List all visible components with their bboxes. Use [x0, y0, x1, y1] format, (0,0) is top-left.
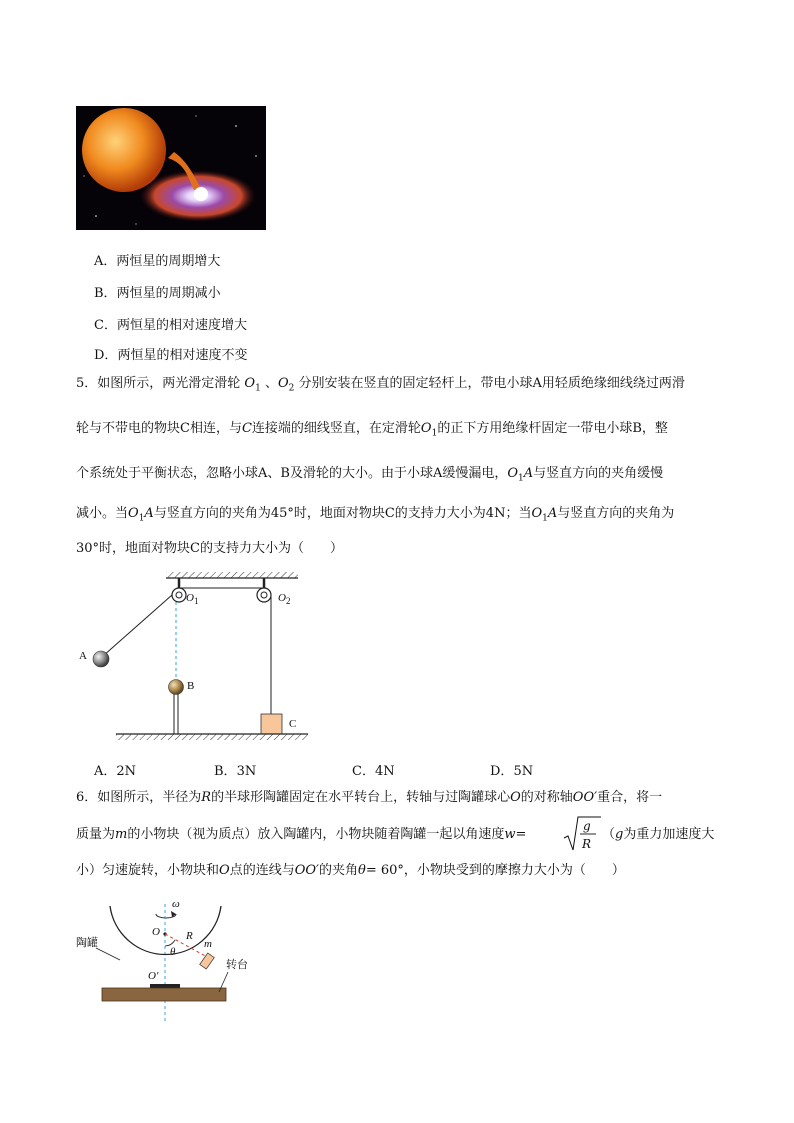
option-a: A．两恒星的周期增大 — [94, 254, 221, 269]
q5-line-3: 个系统处于平衡状态，忽略小球A、B及滑轮的大小。由于小球A缓慢漏电，$O_1A$与竖直方向的夹角缓慢 — [76, 466, 664, 484]
q6-line-1: 6．如图所示，半径为R的半球形陶罐固定在水平转台上，转轴与过陶罐球心O的对称轴OO′重合，将一 — [76, 790, 663, 805]
binary-star-image — [76, 106, 266, 230]
q5-line-4: 减小。当$O_1A$与竖直方向的夹角为45°时，地面对物块C的支持力大小为4N；当$O_1A$与竖直方向的夹角为 — [76, 506, 675, 524]
formula-g: g — [583, 819, 591, 833]
label-jar: 陶罐 — [76, 937, 98, 949]
pulley-diagram — [76, 570, 316, 746]
q5-line-2: 轮与不带电的物块C相连，与C连接端的细线竖直，在定滑轮$O_1$的正下方用绝缘杆固定一带电小球B，整 — [76, 421, 668, 439]
label-a: A — [79, 650, 87, 662]
label-theta: θ — [170, 946, 176, 958]
formula-r: R — [582, 837, 592, 851]
option-c: C．两恒星的相对速度增大 — [94, 318, 247, 333]
label-c: C — [289, 718, 297, 730]
q6-line-3: 小）匀速旋转，小物块和O点的连线与OO′的夹角θ= 60°，小物块受到的摩擦力大小为（ ） — [76, 863, 625, 878]
label-turntable: 转台 — [226, 959, 248, 971]
q5-option-d: D．5N — [490, 764, 534, 779]
q5-line-1: 5．如图所示，两光滑定滑轮 $O_1$ 、$O_2$ 分别安装在竖直的固定轻杆上，带电小球A用轻质绝缘细线绕过两滑 — [76, 376, 685, 394]
label-m: m — [204, 938, 212, 950]
label-o1: $O_1$ — [186, 592, 199, 607]
option-d: D．两恒星的相对速度不变 — [94, 348, 248, 363]
q5-option-c: C．4N — [352, 764, 395, 779]
q5-option-a: A．2N — [94, 764, 137, 779]
label-o2: $O_2$ — [278, 592, 291, 607]
label-omega: ω — [172, 898, 180, 910]
q6-line-2-end: （g为重力加速度大 — [602, 827, 715, 842]
label-r: R — [186, 930, 193, 942]
label-o-prime: O′ — [148, 970, 159, 982]
q6-line-2: 质量为m的小物块（视为质点）放入陶罐内，小物块随着陶罐一起以角速度w= — [76, 827, 527, 842]
bowl-diagram — [76, 896, 276, 1026]
q5-line-5: 30°时，地面对物块C的支持力大小为（ ） — [76, 541, 343, 556]
option-b: B．两恒星的周期减小 — [94, 286, 221, 301]
label-o: O — [152, 926, 160, 938]
q5-option-b: B．3N — [214, 764, 257, 779]
label-b: B — [187, 680, 195, 692]
sqrt-formula — [562, 814, 602, 854]
